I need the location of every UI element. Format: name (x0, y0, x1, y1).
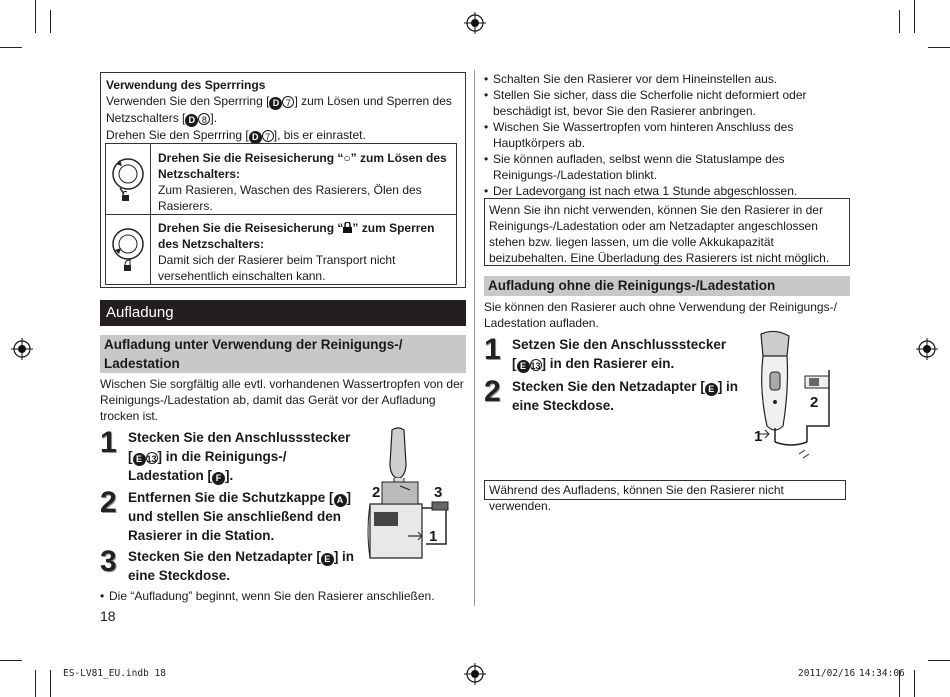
registration-mark-icon (464, 12, 486, 34)
ref-marker: E (705, 383, 718, 396)
crop-mark (0, 47, 22, 48)
registration-mark-icon (11, 338, 33, 360)
crop-mark (50, 670, 51, 697)
subsection-title: Aufladung unter Verwendung der Reinigungs-/ Ladestation (100, 335, 466, 373)
ref-number: 7 (282, 96, 294, 108)
ref-marker: D (249, 131, 262, 144)
lock-ring-text: Verwendung des Sperrrings Verwenden Sie den Sperrring [ D 7 ] zum Lösen und Sperren des Netzschalters [ D 8 ]. Drehen Sie den Sperrring [ D 7 ], bis er einrastet. (106, 77, 462, 144)
step-number: 2 (484, 375, 501, 408)
travel-lock-table (105, 143, 457, 285)
notice-box: Wenn Sie ihn nicht verwenden, können Sie den Rasierer in der Reinigungs-/Ladestation oder am Netzadapter angeschlossen stehen bzw. liegen lassen, um die volle Akkukapazität beizubehalten. Eine Überladung des Rasierers ist nicht möglich. (484, 198, 850, 266)
crop-mark (35, 0, 36, 33)
footer-filename: ES-LV81_EU.indb 18 (63, 668, 166, 679)
intro-text: Wischen Sie sorgfältig alle evtl. vorhandenen Wassertropfen von der Reinigungs-/Ladestation ab, damit das Gerät vor der Aufladung trocken ist. (100, 377, 464, 423)
crop-mark (0, 660, 22, 661)
charging-note: • Die “Aufladung” beginnt, wenn Sie den Rasierer anschließen. (100, 588, 466, 604)
crop-mark (899, 10, 900, 33)
crop-mark (35, 670, 36, 697)
lock-ring-box (100, 72, 466, 288)
registration-mark-icon (916, 338, 938, 360)
ref-number: 13 (146, 454, 157, 464)
crop-mark (914, 670, 915, 697)
footer-time: 14:34:06 (859, 668, 905, 679)
ref-marker: F (212, 472, 225, 485)
ref-marker: D (185, 114, 198, 127)
list-item: • Sie können aufladen, selbst wenn die Statuslampe des Reinigungs-/Ladestation blinkt. (484, 151, 854, 183)
step-number: 1 (484, 333, 501, 366)
ref-marker: E (517, 360, 530, 373)
unlock-row: Drehen Sie die Reisesicherung “○” zum Lösen des Netzschalters: Zum Rasieren, Waschen des Rasierers, Ölen des Rasierers. (158, 151, 447, 213)
lock-ring-title: Verwendung des Sperrrings (106, 78, 266, 92)
intro-text-2: Sie können den Rasierer auch ohne Verwendung der Reinigungs-/ Ladestation aufladen. (484, 300, 837, 330)
crop-mark (50, 10, 51, 33)
page-number: 18 (100, 608, 116, 624)
step-number: 3 (100, 545, 117, 578)
step-number: 1 (100, 426, 117, 459)
footer-date: 2011/02/16 (798, 668, 856, 679)
step-2-text: Entfernen Sie die Schutzkappe [ A ] und stellen Sie anschließend den Rasierer in die Station. (128, 490, 352, 543)
crop-mark (914, 0, 915, 33)
unlock-ring-icon (110, 152, 146, 206)
list-item: • Wischen Sie Wassertropfen vom hinteren Anschluss des Hauptkörpers ab. (484, 119, 854, 151)
ref-marker: D (269, 97, 282, 110)
step-2-text-2: Stecken Sie den Netzadapter [ E ] in eine Steckdose. (512, 379, 739, 413)
figure-label: 1 (429, 528, 438, 545)
step-3-text: Stecken Sie den Netzadapter [ E ] in eine Steckdose. (128, 549, 355, 583)
open-lock-symbol: ○ (343, 151, 351, 165)
list-item: • Stellen Sie sicher, dass die Scherfolie nicht deformiert oder beschädigt ist, bevor Sie den Rasierer anbringen. (484, 87, 854, 119)
warning-box: Während des Aufladens, können Sie den Rasierer nicht verwenden. (484, 480, 846, 500)
ref-marker: E (133, 453, 146, 466)
subsection-title-2: Aufladung ohne die Reinigungs-/Ladestation (484, 276, 850, 296)
lock-ring-icon (110, 222, 146, 276)
crop-mark (928, 660, 950, 661)
list-item: • Schalten Sie den Rasierer vor dem Hineinstellen aus. (484, 71, 854, 87)
ref-number: 7 (262, 130, 274, 142)
ref-marker: E (321, 553, 334, 566)
precautions-list (484, 71, 854, 199)
ref-number: 8 (198, 113, 210, 125)
figure-label: 1 (754, 428, 763, 445)
lock-row: Drehen Sie die Reisesicherung “ ” zum Sperren des Netzschalters: Damit sich der Rasierer beim Transport nicht versehentlich einschalten kann. (158, 221, 435, 283)
step-1-text: Stecken Sie den Anschlussstecker [ E 13] in die Reinigungs-/ Ladestation [ F ]. (128, 430, 351, 483)
figure-label: 2 (372, 484, 381, 501)
ref-number: 13 (530, 361, 541, 371)
step-number: 2 (100, 486, 117, 519)
column-divider (474, 70, 475, 606)
list-item: • Der Ladevorgang ist nach etwa 1 Stunde abgeschlossen. (484, 183, 854, 199)
figure-label: 2 (810, 394, 819, 411)
figure-label: 3 (434, 484, 443, 501)
table-divider (106, 214, 456, 215)
section-title: Aufladung (100, 300, 466, 326)
ref-marker: A (334, 494, 347, 507)
crop-mark (928, 47, 950, 48)
registration-mark-icon (464, 663, 486, 685)
step-1-text-2: Setzen Sie den Anschlussstecker [ E 13] in den Rasierer ein. (512, 337, 727, 371)
